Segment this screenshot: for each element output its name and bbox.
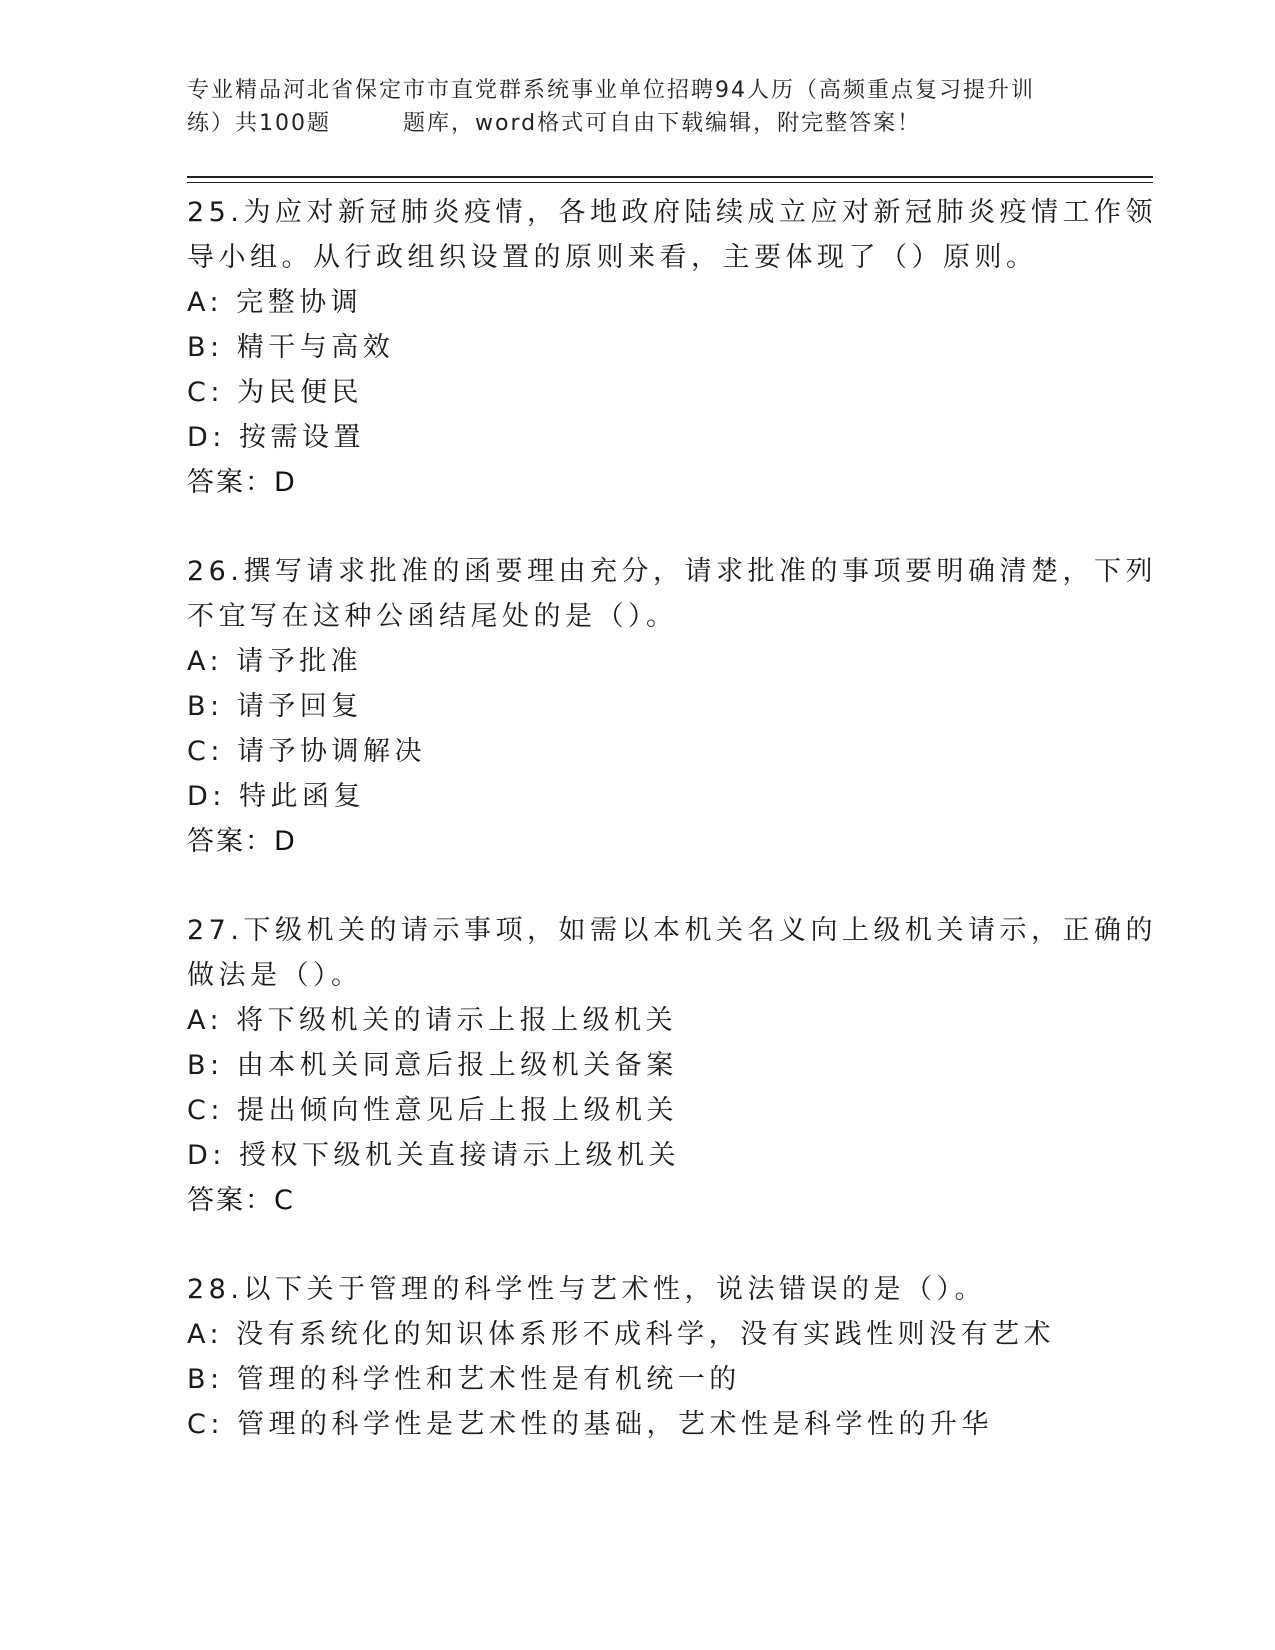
stem-line: 26.撰写请求批准的函要理由充分，请求批准的事项要明确清楚，下列	[187, 556, 1157, 587]
stem-line: 25.为应对新冠肺炎疫情，各地政府陆续成立应对新冠肺炎疫情工作领	[187, 197, 1157, 228]
question-list	[187, 190, 1157, 1491]
option-d: D: 授权下级机关直接请示上级机关	[187, 1140, 680, 1171]
stem-line: 27.下级机关的请示事项，如需以本机关名义向上级机关请示，正确的	[187, 915, 1157, 946]
answer: 答案：C	[187, 1185, 295, 1216]
option-a: A: 将下级机关的请示上报上级机关	[187, 1005, 678, 1036]
answer: 答案：D	[187, 467, 297, 498]
question-stem	[187, 549, 1157, 639]
stem-line: 做法是（）。	[187, 960, 363, 991]
header-rule-thick	[187, 176, 1153, 178]
answer: 答案：D	[187, 826, 297, 857]
question-stem	[187, 908, 1157, 998]
question-26	[187, 549, 1157, 864]
option-b: B: 精干与高效	[187, 332, 395, 363]
stem-line: 28.以下关于管理的科学性与艺术性，说法错误的是（）。	[187, 1274, 986, 1305]
header-rule-thin	[187, 182, 1153, 183]
question-25	[187, 190, 1157, 505]
option-a: A: 没有系统化的知识体系形不成科学，没有实践性则没有艺术	[187, 1319, 1056, 1350]
option-b: B: 管理的科学性和艺术性是有机统一的	[187, 1364, 741, 1395]
option-a: A: 完整协调	[187, 287, 363, 318]
question-stem	[187, 190, 1157, 280]
option-c: C: 管理的科学性是艺术性的基础，艺术性是科学性的升华	[187, 1409, 994, 1440]
option-b: B: 请予回复	[187, 691, 363, 722]
page-header	[187, 74, 1087, 140]
option-c: C: 为民便民	[187, 377, 364, 408]
stem-line: 不宜写在这种公函结尾处的是（）。	[187, 601, 678, 632]
option-d: D: 特此函复	[187, 781, 365, 812]
question-27	[187, 908, 1157, 1223]
question-stem	[187, 1267, 1087, 1312]
option-c: C: 请予协调解决	[187, 736, 427, 767]
option-a: A: 请予批准	[187, 646, 363, 677]
option-b: B: 由本机关同意后报上级机关备案	[187, 1050, 678, 1081]
option-c: C: 提出倾向性意见后上报上级机关	[187, 1095, 679, 1126]
option-d: D: 按需设置	[187, 422, 365, 453]
header-line-1: 专业精品河北省保定市市直党群系统事业单位招聘94人历（高频重点复习提升训	[187, 78, 1035, 103]
question-28	[187, 1267, 1087, 1447]
stem-line: 导小组。从行政组织设置的原则来看，主要体现了（）原则。	[187, 242, 1038, 273]
header-line-2: 练）共100题 题库，word格式可自由下载编辑，附完整答案！	[187, 111, 922, 136]
